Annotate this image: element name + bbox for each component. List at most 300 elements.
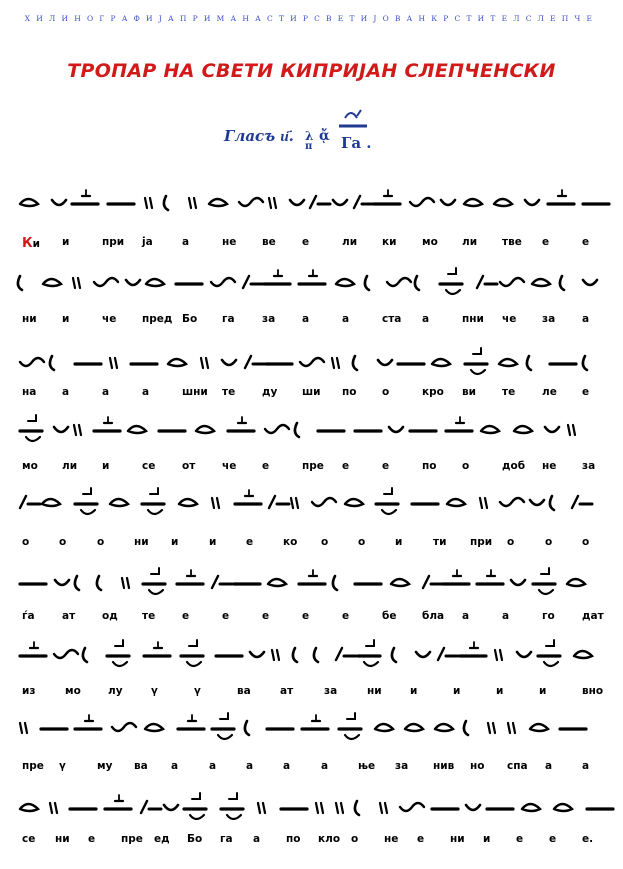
lyric-syllable: но bbox=[470, 760, 485, 772]
neume-glyph bbox=[345, 499, 363, 506]
lyric-syllable: а bbox=[283, 760, 291, 772]
lyric-syllable: е bbox=[88, 833, 96, 845]
neume-notation bbox=[18, 785, 606, 829]
neume-line bbox=[18, 180, 606, 224]
lyric-syllable: е bbox=[182, 610, 190, 622]
lyric-syllable: а bbox=[182, 236, 190, 248]
lyric-syllable: ки bbox=[382, 236, 397, 248]
neume-glyph bbox=[212, 498, 219, 508]
lyric-syllable: и bbox=[539, 685, 547, 697]
neume-glyph bbox=[258, 803, 265, 813]
neume-glyph bbox=[465, 348, 487, 374]
lyric-syllable: че bbox=[222, 460, 237, 472]
neume-notation bbox=[18, 705, 606, 749]
neume-glyph bbox=[239, 198, 263, 206]
neume-glyph bbox=[545, 427, 559, 432]
lyric-syllable: е bbox=[382, 460, 390, 472]
neume-glyph bbox=[107, 640, 129, 666]
lyric-syllable: го bbox=[542, 610, 555, 622]
lyric-syllable: а bbox=[102, 386, 110, 398]
neume-glyph bbox=[245, 356, 265, 368]
lyric-syllable: нив bbox=[433, 760, 455, 772]
neume-glyph bbox=[196, 426, 214, 433]
neume-glyph bbox=[250, 652, 264, 657]
lyric-syllable: о bbox=[351, 833, 359, 845]
neume-glyph bbox=[354, 196, 374, 208]
neume-glyph bbox=[164, 805, 178, 810]
neume-glyph bbox=[432, 359, 450, 366]
neume-glyph bbox=[494, 199, 512, 206]
lyric-syllable: е bbox=[262, 610, 270, 622]
lyric-syllable: не bbox=[222, 236, 237, 248]
neume-glyph bbox=[20, 358, 44, 366]
lyric-syllable: спа bbox=[507, 760, 528, 772]
neume-glyph bbox=[358, 640, 380, 666]
lyric-syllable: по bbox=[342, 386, 357, 398]
lyric-syllable: и bbox=[102, 460, 110, 472]
neume-line bbox=[18, 480, 606, 524]
lyric-syllable: ѓа bbox=[22, 610, 35, 622]
neume-glyph bbox=[435, 724, 453, 731]
lyric-syllable: мо bbox=[22, 460, 38, 472]
neume-glyph bbox=[374, 190, 400, 204]
lyric-syllable: за bbox=[582, 460, 596, 472]
lyric-syllable: за bbox=[324, 685, 338, 697]
neume-notation bbox=[18, 340, 606, 384]
lyric-syllable: е bbox=[222, 610, 230, 622]
neume-glyph bbox=[466, 805, 480, 810]
lyric-syllable: пре bbox=[121, 833, 143, 845]
neume-glyph bbox=[378, 360, 392, 365]
lyric-syllable: га bbox=[222, 313, 235, 325]
neume-glyph bbox=[269, 198, 276, 208]
neume-glyph bbox=[499, 359, 517, 366]
neume-glyph bbox=[141, 801, 161, 813]
neume-glyph bbox=[268, 579, 286, 586]
neume-glyph bbox=[511, 580, 525, 585]
neume-glyph bbox=[332, 358, 339, 368]
neume-glyph bbox=[333, 200, 347, 205]
neume-glyph bbox=[20, 415, 42, 441]
mode-label: Гласъ и҃. bbox=[224, 127, 294, 145]
lyric-syllable: ви bbox=[462, 386, 477, 398]
neume-glyph bbox=[143, 568, 165, 594]
neume-glyph bbox=[105, 795, 131, 809]
lyric-syllable: на bbox=[22, 386, 37, 398]
neume-glyph bbox=[75, 488, 97, 514]
neume-glyph bbox=[126, 280, 140, 285]
lyric-syllable: а bbox=[422, 313, 430, 325]
neume-glyph bbox=[272, 650, 279, 660]
neume-glyph bbox=[52, 200, 66, 205]
neume-glyph bbox=[295, 423, 299, 437]
lyric-syllable: и bbox=[395, 536, 403, 548]
mode-signature-neumes bbox=[305, 104, 395, 154]
mode-signature-text: Га . bbox=[341, 134, 372, 152]
neume-glyph bbox=[228, 417, 254, 431]
neume-line bbox=[18, 407, 606, 451]
neume-glyph bbox=[440, 268, 462, 294]
neume-glyph bbox=[574, 651, 592, 658]
lyric-syllable: е bbox=[542, 236, 550, 248]
neume-glyph bbox=[583, 280, 597, 285]
neume-glyph bbox=[264, 270, 290, 284]
neume-glyph bbox=[517, 652, 531, 657]
neume-glyph bbox=[522, 804, 540, 811]
neume-notation bbox=[18, 632, 606, 676]
lyric-syllable: при bbox=[102, 236, 125, 248]
neume-glyph bbox=[20, 496, 40, 508]
neume-glyph bbox=[146, 279, 164, 286]
lyric-syllable: мо bbox=[65, 685, 81, 697]
initial-letter: К bbox=[22, 236, 33, 251]
neume-glyph bbox=[441, 200, 455, 205]
lyric-syllable: а bbox=[142, 386, 150, 398]
lyric-syllable: од bbox=[102, 610, 118, 622]
lyric-syllable: а bbox=[462, 610, 470, 622]
lyric-syllable: Бо bbox=[187, 833, 203, 845]
lyric-syllable: мо bbox=[422, 236, 438, 248]
neume-glyph bbox=[168, 359, 186, 366]
neume-glyph bbox=[339, 713, 361, 739]
lyric-syllable: е. bbox=[582, 833, 594, 845]
neume-glyph bbox=[533, 568, 555, 594]
lyric-syllable: е bbox=[417, 833, 425, 845]
monastery-header: ХИЛИНОГРАФИЈАПРИМАНАСТИРСВЕТИЈОВАНКРСТИТЕЛСЛЕПЧЕ bbox=[24, 14, 599, 23]
neume-glyph bbox=[142, 488, 164, 514]
neume-line bbox=[18, 632, 606, 676]
lyric-syllable: ду bbox=[262, 386, 278, 398]
lyric-syllable: ни bbox=[22, 313, 37, 325]
lyric-syllable: за bbox=[262, 313, 276, 325]
neume-glyph bbox=[164, 196, 168, 210]
lyric-line bbox=[18, 460, 606, 476]
svg-text:λ: λ bbox=[305, 129, 314, 143]
neume-glyph bbox=[438, 648, 458, 660]
neume-glyph bbox=[538, 640, 560, 666]
lyric-syllable: кло bbox=[318, 833, 341, 845]
lyric-syllable: о bbox=[97, 536, 105, 548]
lyric-syllable: и bbox=[496, 685, 504, 697]
lyric-syllable: о bbox=[545, 536, 553, 548]
lyric-syllable: пре bbox=[22, 760, 44, 772]
lyric-syllable: о bbox=[582, 536, 590, 548]
lyric-syllable: се bbox=[22, 833, 36, 845]
lyric-syllable: е bbox=[582, 236, 590, 248]
neume-glyph bbox=[269, 496, 289, 508]
lyric-syllable: вно bbox=[582, 685, 604, 697]
neume-glyph bbox=[94, 278, 118, 286]
neume-glyph bbox=[55, 580, 69, 585]
lyric-syllable: а bbox=[582, 313, 590, 325]
lyric-syllable: ње bbox=[358, 760, 376, 772]
lyric-syllable: и bbox=[62, 236, 70, 248]
neume-line bbox=[18, 785, 606, 829]
lyric-syllable: шни bbox=[182, 386, 208, 398]
neume-glyph bbox=[500, 278, 524, 286]
lyric-syllable: че bbox=[102, 313, 117, 325]
neume-glyph bbox=[387, 278, 411, 286]
neume-glyph bbox=[300, 358, 324, 366]
neume-glyph bbox=[583, 356, 587, 370]
neume-glyph bbox=[145, 724, 163, 731]
lyric-syllable: а bbox=[502, 610, 510, 622]
neume-glyph bbox=[299, 270, 325, 284]
neume-glyph bbox=[20, 642, 46, 656]
neume-notation bbox=[18, 260, 606, 304]
lyric-syllable: ат bbox=[62, 610, 76, 622]
lyric-syllable: по bbox=[422, 460, 437, 472]
lyric-syllable: лу bbox=[108, 685, 123, 697]
lyric-syllable: а bbox=[171, 760, 179, 772]
neume-glyph bbox=[353, 356, 357, 370]
lyric-syllable: те bbox=[142, 610, 156, 622]
lyric-syllable: а bbox=[253, 833, 261, 845]
neume-glyph bbox=[355, 801, 359, 815]
neume-glyph bbox=[293, 648, 297, 662]
lyric-syllable: кро bbox=[422, 386, 444, 398]
neume-glyph bbox=[110, 358, 117, 368]
neume-glyph bbox=[415, 276, 419, 290]
neume-glyph bbox=[508, 723, 515, 733]
lyric-line bbox=[18, 833, 606, 849]
lyric-syllable: и bbox=[483, 833, 491, 845]
neume-glyph bbox=[43, 279, 61, 286]
neume-glyph bbox=[405, 724, 423, 731]
neume-glyph bbox=[94, 417, 120, 431]
lyric-syllable: ед bbox=[154, 833, 170, 845]
lyric-syllable: ли bbox=[62, 460, 78, 472]
lyric-syllable: и bbox=[209, 536, 217, 548]
lyric-syllable: ү bbox=[151, 685, 158, 697]
neume-glyph bbox=[410, 198, 434, 206]
neume-glyph bbox=[74, 425, 81, 435]
lyric-syllable: ко bbox=[283, 536, 298, 548]
neume-glyph bbox=[18, 276, 22, 290]
lyric-line bbox=[18, 610, 606, 626]
neume-glyph bbox=[446, 417, 472, 431]
mode-signature bbox=[305, 104, 395, 154]
lyric-syllable: бе bbox=[382, 610, 397, 622]
lyric-syllable: и bbox=[410, 685, 418, 697]
lyric-syllable: му bbox=[97, 760, 113, 772]
neume-glyph bbox=[122, 578, 129, 588]
neume-glyph bbox=[212, 713, 234, 739]
neume-notation bbox=[18, 560, 606, 604]
neume-glyph bbox=[333, 576, 337, 590]
lyric-syllable: за bbox=[395, 760, 409, 772]
neume-glyph bbox=[42, 499, 60, 506]
neume-glyph bbox=[392, 648, 396, 662]
neume-glyph bbox=[460, 642, 486, 656]
svg-text:ᾄ: ᾄ bbox=[319, 128, 330, 144]
lyric-syllable: е bbox=[549, 833, 557, 845]
neume-glyph bbox=[184, 793, 206, 819]
lyric-syllable: се bbox=[142, 460, 156, 472]
lyric-syllable: о bbox=[462, 460, 470, 472]
neume-notation bbox=[18, 407, 606, 451]
lyric-syllable: е bbox=[302, 610, 310, 622]
lyric-syllable: и bbox=[62, 313, 70, 325]
neume-glyph bbox=[567, 579, 585, 586]
lyric-syllable: от bbox=[182, 460, 196, 472]
neume-glyph bbox=[389, 427, 403, 432]
lyric-syllable: о bbox=[507, 536, 515, 548]
neume-glyph bbox=[177, 570, 203, 584]
lyric-syllable: ва bbox=[134, 760, 148, 772]
lyric-syllable: ү bbox=[59, 760, 66, 772]
neume-glyph bbox=[54, 650, 78, 658]
neume-glyph bbox=[291, 498, 298, 508]
neume-line bbox=[18, 705, 606, 749]
neume-glyph bbox=[83, 648, 87, 662]
neume-glyph bbox=[110, 499, 128, 506]
neume-glyph bbox=[336, 279, 354, 286]
lyric-syllable: Бо bbox=[182, 313, 198, 325]
neume-notation bbox=[18, 480, 606, 524]
neume-glyph bbox=[416, 652, 430, 657]
neume-glyph bbox=[235, 490, 261, 504]
lyric-syllable: ни bbox=[367, 685, 382, 697]
lyric-syllable: а bbox=[246, 760, 254, 772]
neume-glyph bbox=[181, 640, 203, 666]
neume-glyph bbox=[400, 803, 424, 811]
lyric-syllable: ат bbox=[280, 685, 294, 697]
neume-glyph bbox=[302, 715, 328, 729]
lyric-syllable: ши bbox=[302, 386, 321, 398]
neume-glyph bbox=[477, 276, 497, 288]
lyric-syllable: а bbox=[209, 760, 217, 772]
lyric-syllable: е bbox=[582, 386, 590, 398]
neume-glyph bbox=[336, 803, 343, 813]
lyric-syllable: а bbox=[342, 313, 350, 325]
neume-glyph bbox=[391, 579, 409, 586]
lyric-syllable: ли bbox=[462, 236, 478, 248]
neume-glyph bbox=[464, 199, 482, 206]
neume-glyph bbox=[310, 196, 330, 208]
neume-glyph bbox=[20, 804, 38, 811]
lyric-syllable: ли bbox=[342, 236, 358, 248]
lyric-line bbox=[18, 386, 606, 402]
neume-glyph bbox=[572, 496, 592, 508]
lyric-syllable-rest: и bbox=[32, 238, 40, 250]
lyric-syllable: ја bbox=[142, 236, 153, 248]
neume-glyph bbox=[530, 724, 548, 731]
neume-glyph bbox=[145, 198, 152, 208]
lyric-syllable: ни bbox=[134, 536, 149, 548]
neume-glyph bbox=[477, 570, 503, 584]
neume-glyph bbox=[245, 721, 249, 735]
lyric-syllable: а bbox=[302, 313, 310, 325]
lyric-syllable: ле bbox=[542, 386, 557, 398]
neume-glyph bbox=[530, 500, 544, 505]
neume-glyph bbox=[212, 576, 232, 588]
neume-glyph bbox=[50, 803, 57, 813]
neume-glyph bbox=[20, 199, 38, 206]
neume-glyph bbox=[314, 648, 318, 662]
neume-glyph bbox=[336, 648, 356, 660]
lyric-syllable: е bbox=[302, 236, 310, 248]
lyric-syllable: ста bbox=[382, 313, 402, 325]
neume-glyph bbox=[495, 650, 502, 660]
lyric-syllable: е bbox=[342, 460, 350, 472]
lyric-syllable: е bbox=[516, 833, 524, 845]
lyric-syllable: ти bbox=[433, 536, 447, 548]
lyric-syllable: доб bbox=[502, 460, 526, 472]
lyric-syllable: а bbox=[545, 760, 553, 772]
neume-glyph bbox=[75, 576, 79, 590]
neume-glyph bbox=[189, 198, 196, 208]
lyric-syllable: а bbox=[62, 386, 70, 398]
svg-text:π: π bbox=[305, 141, 313, 152]
neume-glyph bbox=[560, 276, 564, 290]
lyric-syllable: е bbox=[342, 610, 350, 622]
neume-glyph bbox=[447, 499, 465, 506]
lyric-syllable: о bbox=[358, 536, 366, 548]
neume-glyph bbox=[75, 715, 101, 729]
lyric-syllable: е bbox=[246, 536, 254, 548]
neume-line bbox=[18, 260, 606, 304]
neume-glyph bbox=[532, 279, 550, 286]
neume-glyph bbox=[365, 276, 369, 290]
lyric-syllable: ни bbox=[450, 833, 465, 845]
lyric-syllable: дат bbox=[582, 610, 604, 622]
lyric-line bbox=[18, 536, 606, 552]
lyric-syllable: пни bbox=[462, 313, 484, 325]
lyric-syllable: о bbox=[321, 536, 329, 548]
neume-glyph bbox=[316, 803, 323, 813]
neume-glyph bbox=[73, 278, 80, 288]
lyric-syllable: бла bbox=[422, 610, 445, 622]
lyric-syllable: те bbox=[222, 386, 236, 398]
neume-notation bbox=[18, 180, 606, 224]
neume-glyph bbox=[209, 199, 227, 206]
neume-glyph bbox=[554, 804, 572, 811]
neume-glyph bbox=[72, 190, 98, 204]
lyric-line bbox=[18, 236, 606, 252]
neume-glyph bbox=[380, 803, 387, 813]
neume-glyph bbox=[265, 425, 289, 433]
lyric-syllable: из bbox=[22, 685, 36, 697]
lyric-syllable bbox=[22, 236, 40, 251]
neume-glyph bbox=[548, 190, 574, 204]
lyric-syllable: и bbox=[171, 536, 179, 548]
neume-glyph bbox=[54, 427, 68, 432]
neume-glyph bbox=[50, 356, 54, 370]
lyric-line bbox=[18, 760, 606, 776]
neume-glyph bbox=[128, 426, 146, 433]
neume-glyph bbox=[376, 488, 398, 514]
lyric-syllable: о bbox=[22, 536, 30, 548]
lyric-syllable: ни bbox=[55, 833, 70, 845]
neume-line bbox=[18, 340, 606, 384]
neume-glyph bbox=[481, 426, 499, 433]
neume-glyph bbox=[243, 276, 263, 288]
neume-glyph bbox=[211, 278, 235, 286]
neume-glyph bbox=[480, 498, 487, 508]
neume-glyph bbox=[443, 570, 469, 584]
lyric-syllable: пред bbox=[142, 313, 173, 325]
neume-glyph bbox=[500, 498, 524, 506]
neume-glyph bbox=[97, 576, 101, 590]
lyric-syllable: ве bbox=[262, 236, 276, 248]
lyric-syllable: и bbox=[453, 685, 461, 697]
lyric-line bbox=[18, 685, 606, 701]
page-title: ТРОПАР НА СВЕТИ КИПРИЈАН СЛЕПЧЕНСКИ bbox=[67, 60, 556, 82]
lyric-syllable: че bbox=[502, 313, 517, 325]
neume-glyph bbox=[525, 200, 539, 205]
lyric-syllable: тве bbox=[502, 236, 522, 248]
